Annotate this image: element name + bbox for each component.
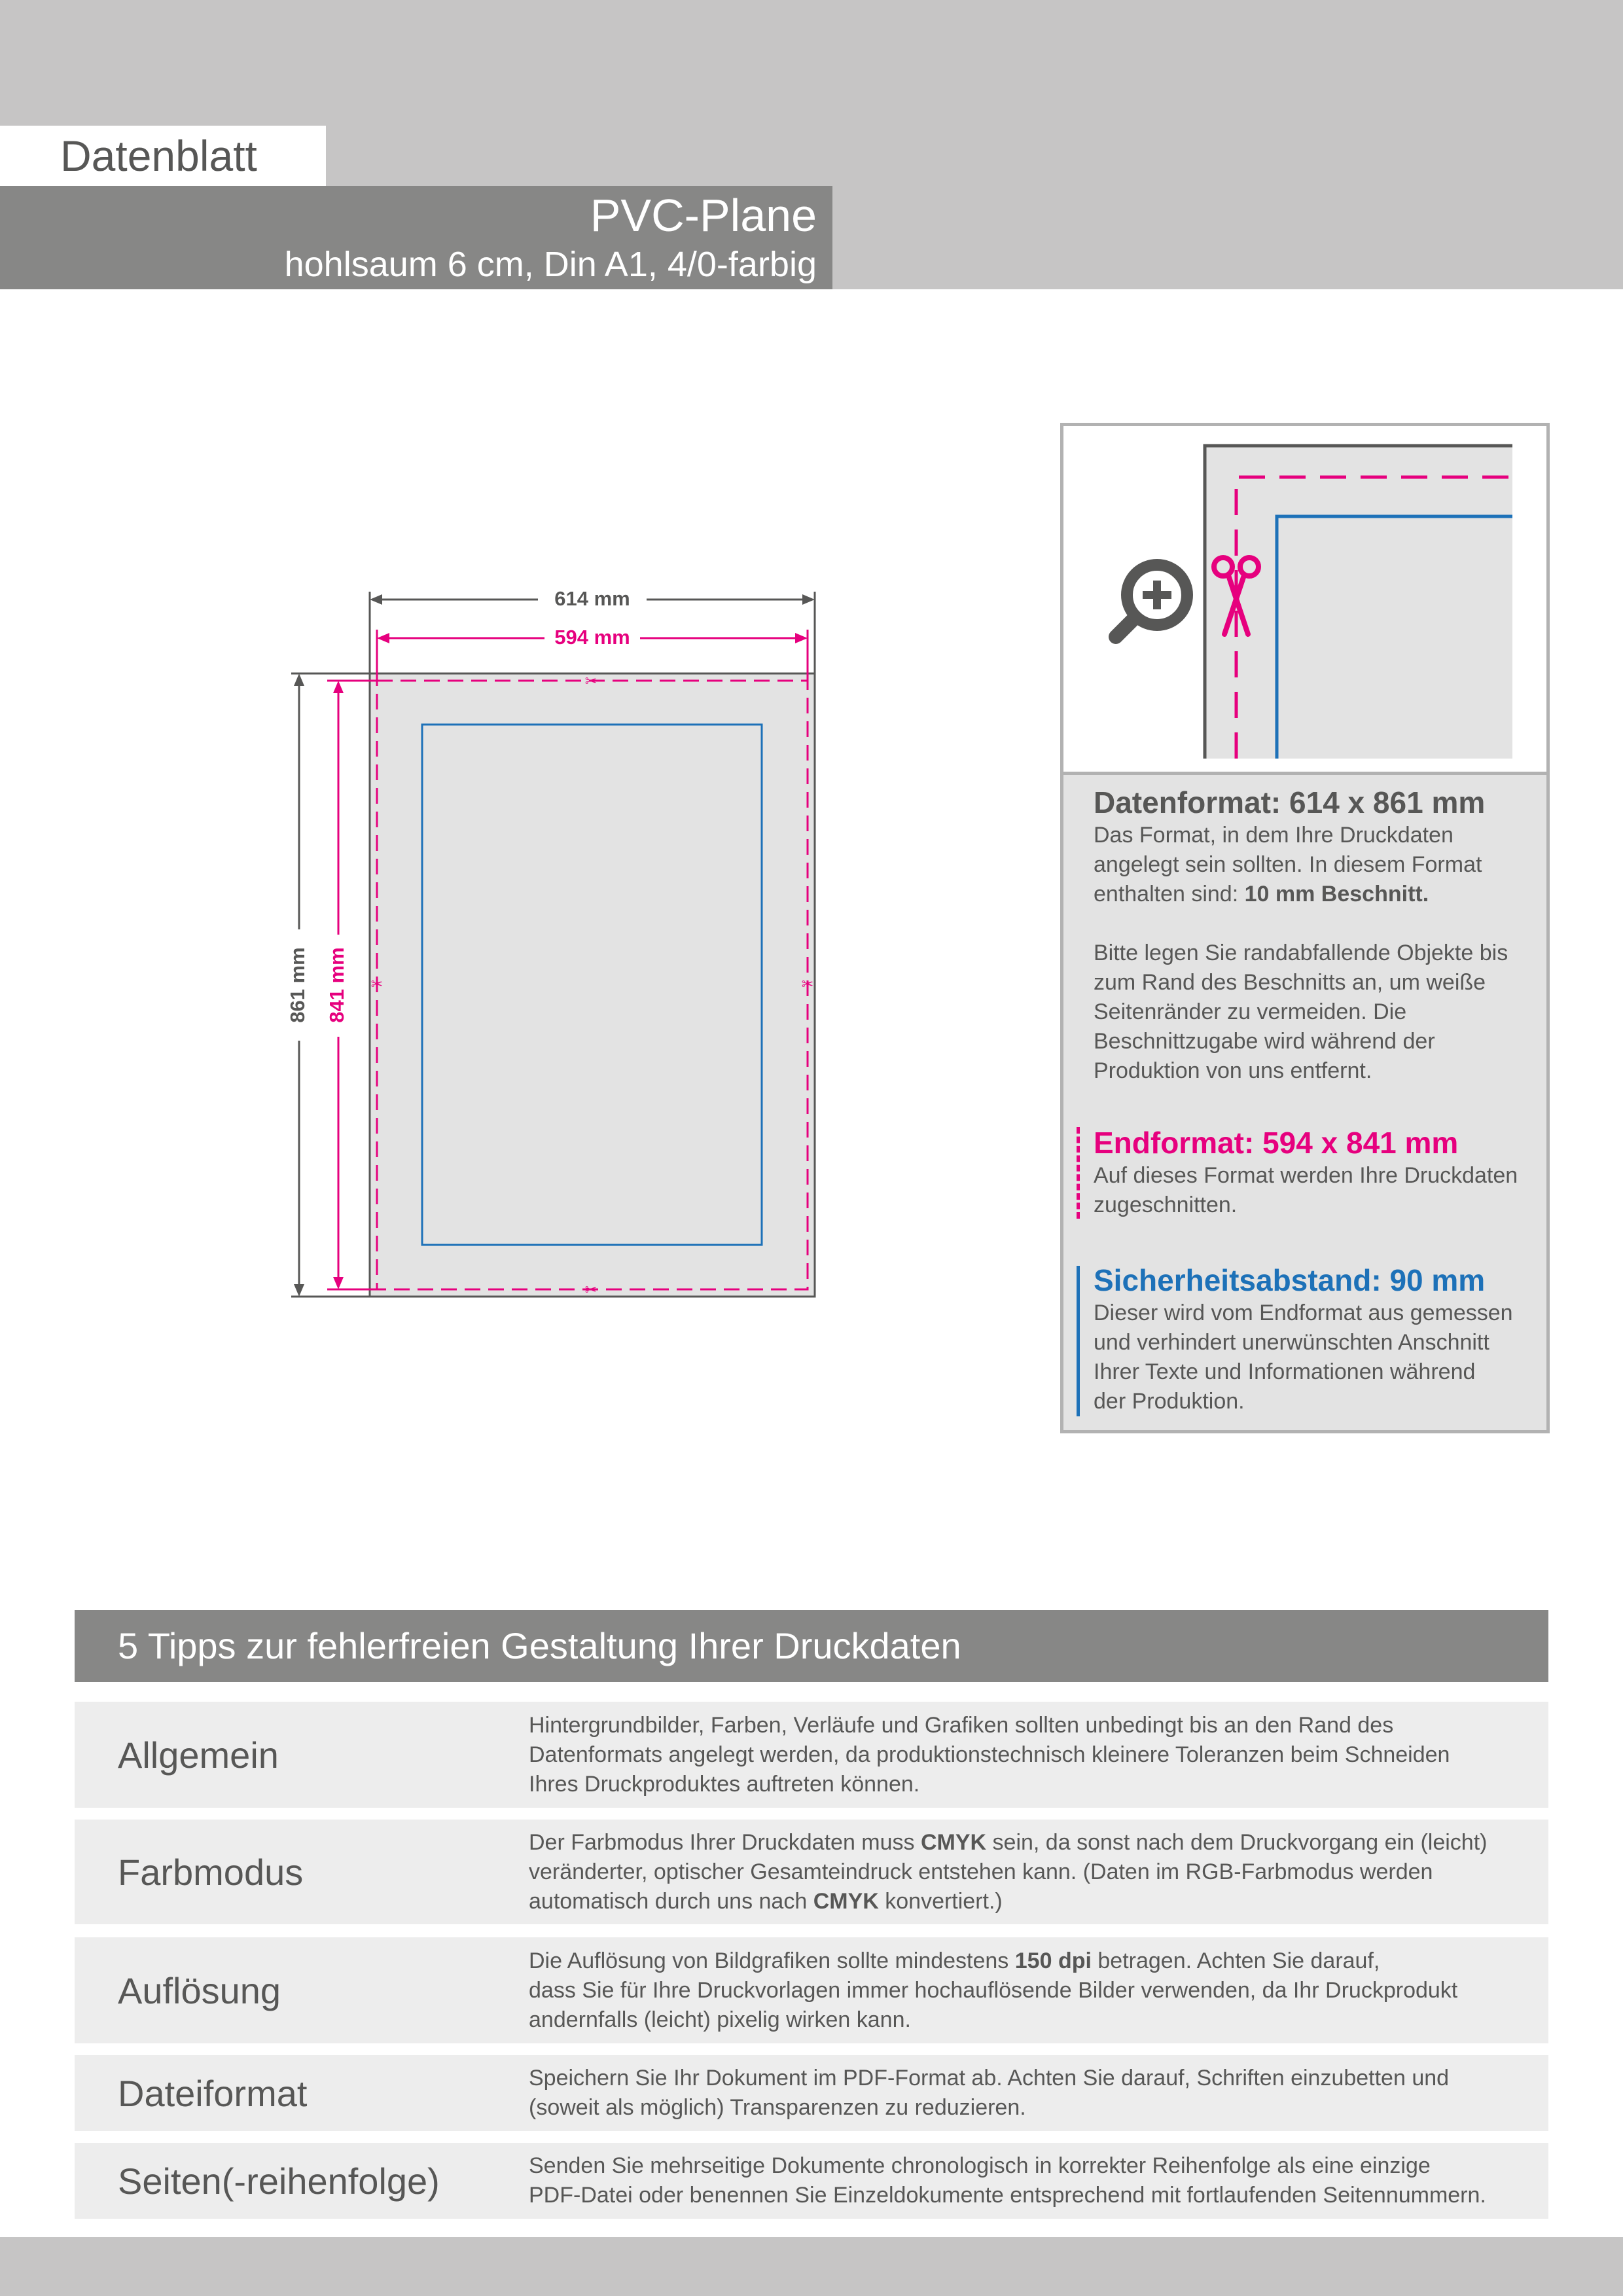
width-data-label: 614 mm [554,587,630,611]
tip-text-aufloesung [529,1937,1537,2043]
tip-text-dateiformat [529,2055,1537,2131]
tip-line [529,1946,1457,1976]
endformat-section [1094,1124,1539,1220]
beschnitt-emphasis: 10 mm Beschnitt. [1244,882,1429,906]
sicherheit-title: Sicherheitsabstand: 90 mm [1094,1263,1486,1297]
tip-line-text: konvertiert.) [878,1888,1003,1914]
tip-line-text: Die Auflösung von Bildgrafiken sollte mindestens [529,1948,1015,1973]
tip-line [529,1828,1487,1857]
product-title: PVC-Plane [590,190,817,241]
tip-label-aufloesung: Auflösung [118,1969,281,2011]
sicherheit-line: Dieser wird vom Endformat aus gemessen [1094,1300,1513,1325]
tip-line: dass Sie für Ihre Druckvorlagen immer hochauflösende Bilder verwenden, da Ihr Druckprodukt [529,1977,1458,2003]
zoom-detail-graphic [1063,426,1546,772]
tip-line: Hintergrundbilder, Farben, Verläufe und Grafiken sollten unbedingt bis an den Rand des [529,1712,1394,1738]
tip-label-dateiformat: Dateiformat [118,2072,308,2114]
datenformat-line: Seitenränder zu vermeiden. Die [1094,999,1407,1024]
tip-row-allgemein [75,1702,1548,1808]
tip-line-text: betragen. Achten Sie darauf, [1091,1948,1380,1973]
trim-mark-bottom: ✂ [584,1281,597,1298]
tip-text-seiten [529,2143,1537,2219]
footer-band [0,2237,1623,2296]
tip-line: Speichern Sie Ihr Dokument im PDF-Format ab. Achten Sie darauf, Schriften einzubetten und [529,2066,1450,2090]
tip-line: PDF-Datei oder benennen Sie Einzeldokumente entsprechend mit fortlaufenden Seitennummern. [529,2183,1486,2208]
tip-line [529,1887,1487,1916]
endformat-line: zugeschnitten. [1094,1193,1238,1217]
datenformat-line: zum Rand des Beschnitts an, um weiße [1094,970,1486,995]
endformat-text [1094,1161,1539,1220]
datenformat-line: angelegt sein sollten. In diesem Format [1094,852,1482,877]
datenformat-line: Produktion von uns entfernt. [1094,1058,1372,1083]
datenformat-line: Beschnittzugabe wird während der [1094,1029,1435,1054]
height-data-label: 861 mm [286,947,310,1023]
tip-line: andernfalls (leicht) pixelig wirken kann. [529,2007,911,2032]
endformat-marker [1077,1127,1080,1219]
sicherheit-line: der Produktion. [1094,1389,1245,1414]
sicherheit-marker [1077,1266,1080,1416]
tip-line: Datenformats angelegt werden, da produktionstechnisch kleinere Toleranzen beim Schneiden [529,1742,1450,1767]
tip-line: veränderter, optischer Gesamteindruck entstehen kann. (Daten im RGB-Farbmodus werden [529,1859,1433,1884]
sicherheit-line: und verhindert unerwünschten Anschnitt [1094,1330,1489,1355]
datenformat-section [1094,784,1539,1086]
tip-line-text: sein, da sonst nach dem Druckvorgang ein (leicht) [986,1829,1488,1855]
sicherheit-line: Ihrer Texte und Informationen während [1094,1359,1476,1384]
datenformat-title: Datenformat: 614 x 861 mm [1094,785,1486,819]
tip-row-farbmodus [75,1820,1548,1924]
tip-line-text: Der Farbmodus Ihrer Druckdaten muss [529,1829,921,1855]
endformat-title: Endformat: 594 x 841 mm [1094,1126,1459,1160]
datenformat-line: Das Format, in dem Ihre Druckdaten [1094,823,1454,848]
trim-mark-right: ✂ [801,975,814,992]
tip-line: Senden Sie mehrseitige Dokumente chronologisch in korrekter Reihenfolge als eine einzige [529,2153,1431,2178]
datenformat-line-text: enthalten sind: [1094,882,1245,906]
endformat-line: Auf dieses Format werden Ihre Druckdaten [1094,1163,1518,1188]
trim-mark-left: ✂ [370,975,383,992]
tips-header: 5 Tipps zur fehlerfreien Gestaltung Ihrer Druckdaten [75,1610,1548,1682]
trim-mark-top: ✂ [584,672,597,689]
info-box [1060,423,1550,1433]
tip-line-text: automatisch durch uns nach [529,1888,813,1914]
tip-line: Ihres Druckproduktes auftreten können. [529,1771,920,1797]
sicherheit-text [1094,1299,1539,1416]
sicherheit-section [1094,1262,1539,1416]
datenformat-line [1094,880,1539,909]
tip-line: (soweit als möglich) Transparenzen zu reduzieren. [529,2095,1026,2120]
cmyk-emphasis: CMYK [920,1829,987,1855]
datenformat-line: Bitte legen Sie randabfallende Objekte bis [1094,941,1508,965]
datenformat-text [1094,821,1539,1086]
magnifier-plus-icon [1116,565,1187,637]
tip-text-farbmodus [529,1820,1537,1924]
tip-row-aufloesung [75,1937,1548,2043]
tip-label-allgemein: Allgemein [118,1734,279,1776]
zoom-detail [1063,426,1546,772]
height-final-label: 841 mm [325,947,349,1023]
doc-label: Datenblatt [0,126,326,186]
dpi-emphasis: 150 dpi [1014,1948,1092,1973]
info-panel [1063,772,1546,1430]
tip-label-farbmodus: Farbmodus [118,1851,304,1893]
cmyk-emphasis: CMYK [813,1888,879,1914]
tip-row-dateiformat [75,2055,1548,2131]
tip-label-seiten: Seiten(-reihenfolge) [118,2160,440,2202]
tip-row-seiten [75,2143,1548,2219]
tip-text-allgemein [529,1702,1537,1808]
data-format-sheet [370,673,815,1297]
product-subtitle: hohlsaum 6 cm, Din A1, 4/0-farbig [284,245,817,284]
width-final-label: 594 mm [554,626,630,649]
